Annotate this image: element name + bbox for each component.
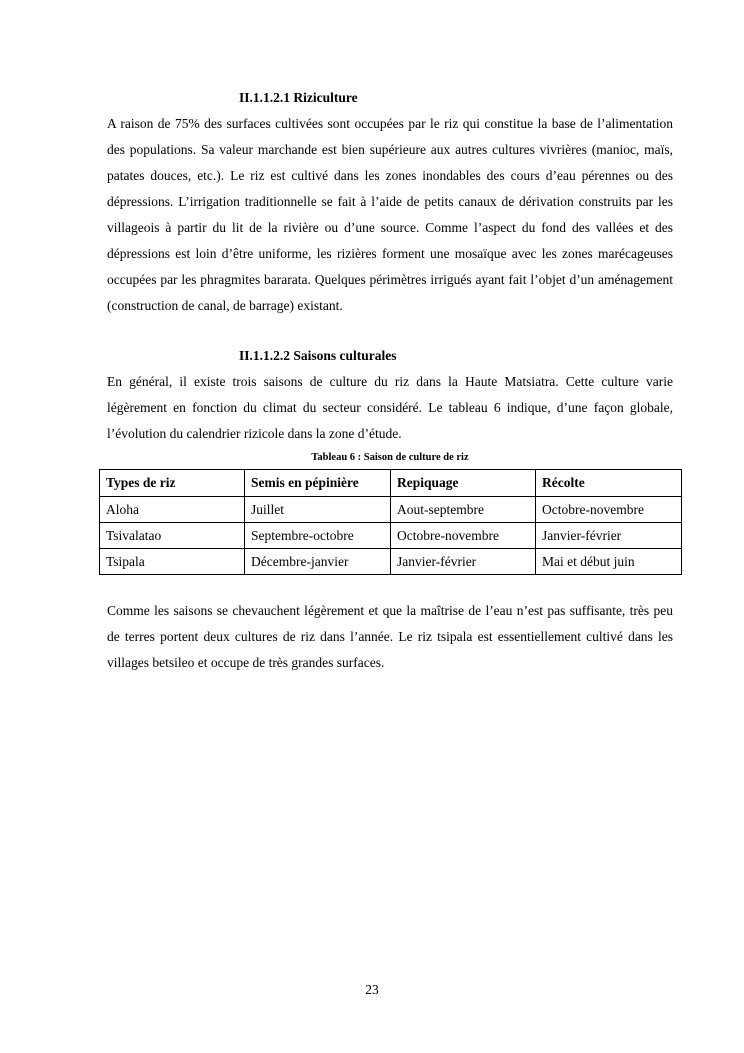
table-cell: Aloha xyxy=(100,497,245,523)
header-types-de-riz: Types de riz xyxy=(100,470,245,497)
table-cell: Octobre-novembre xyxy=(536,497,682,523)
table-row xyxy=(100,497,682,523)
header-recolte: Récolte xyxy=(536,470,682,497)
page-number: 23 xyxy=(365,982,379,997)
table-cell: Juillet xyxy=(245,497,391,523)
section-heading-saisons-culturales: II.1.1.2.2 Saisons culturales xyxy=(239,348,397,363)
table-cell: Aout-septembre xyxy=(391,497,536,523)
table-cell: Tsipala xyxy=(100,549,245,575)
rice-season-table xyxy=(99,469,682,575)
table-cell: Octobre-novembre xyxy=(391,523,536,549)
table-cell: Tsivalatao xyxy=(100,523,245,549)
table-cell: Janvier-février xyxy=(391,549,536,575)
paragraph-saisons-culturales: En général, il existe trois saisons de culture du riz dans la Haute Matsiatra. Cette culture varie légèrement en fonction du climat du secteur considéré. Le tableau 6 indique, d’une façon globale, l’évolution du calendrier rizicole dans la zone d’étude. xyxy=(107,374,673,441)
table-cell: Décembre-janvier xyxy=(245,549,391,575)
table-row xyxy=(100,549,682,575)
closing-paragraph: Comme les saisons se chevauchent légèrement et que la maîtrise de l’eau n’est pas suffisante, très peu de terres portent deux cultures de riz dans l’année. Le riz tsipala est essentiellement cultivé dans les villages betsileo et occupe de très grandes surfaces. xyxy=(107,603,673,670)
paragraph-riziculture: A raison de 75% des surfaces cultivées sont occupées par le riz qui constitue la base de l’alimentation des populations. Sa valeur marchande est bien supérieure aux autres cultures vivrières (manioc, maïs, patates douces, etc.). Le riz est cultivé dans les zones inondables des cours d’eau pérennes ou des dépressions. L’irrigation traditionnelle se fait à l’aide de petits canaux de dérivation construits par les villageois à partir du lit de la rivière ou d’une source. Comme l’aspect du fond des vallées et des dépressions est loin d’être uniforme, les rizières forment une mosaïque avec les zones marécageuses occupées par les phragmites bararata. Quelques périmètres irrigués ayant fait l’objet d’un aménagement (construction de canal, de barrage) existant. xyxy=(107,116,673,313)
header-repiquage: Repiquage xyxy=(391,470,536,497)
table-header-row xyxy=(100,470,682,497)
header-semis: Semis en pépinière xyxy=(245,470,391,497)
table-cell: Janvier-février xyxy=(536,523,682,549)
table-cell: Septembre-octobre xyxy=(245,523,391,549)
table-row xyxy=(100,523,682,549)
section-heading-riziculture: II.1.1.2.1 Riziculture xyxy=(239,90,358,105)
table-caption: Tableau 6 : Saison de culture de riz xyxy=(311,452,469,463)
table-cell: Mai et début juin xyxy=(536,549,682,575)
